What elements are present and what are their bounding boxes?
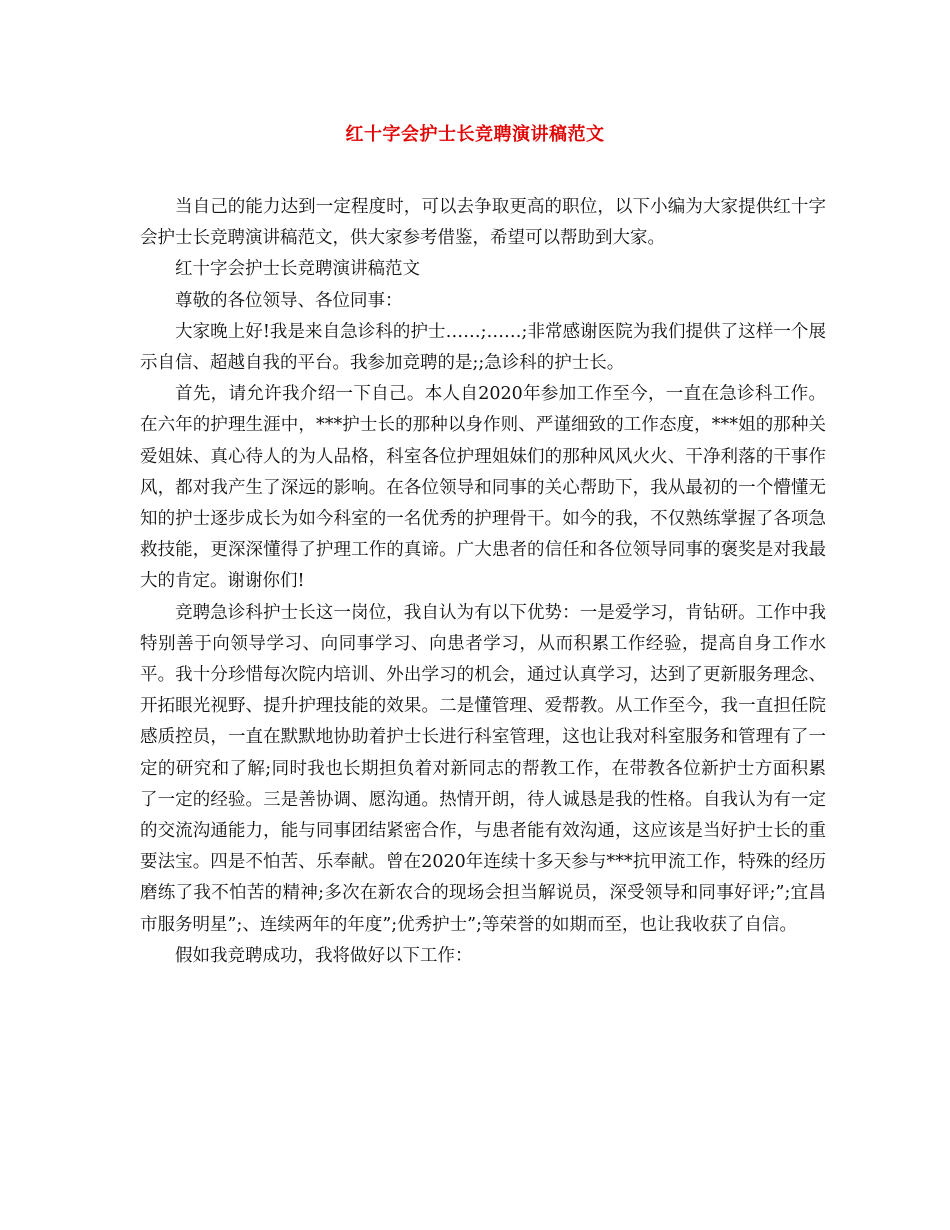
paragraph-self-introduction: 首先，请允许我介绍一下自己。本人自2020年参加工作至今，一直在急诊科工作。在六年的护理生涯中，***护士长的那种以身作则、严谨细致的工作态度，***姐的那种关爱姐妹、真心待人的为人品格，科室各位护理姐妹们的那种风风火火、干净利落的干事作风，都对我产生了深远的影响。在各位领导和同事的关心帮助下，我从最初的一个懵懂无知的护士逐步成长为如今科室的一名优秀的护理骨干。如今的我，不仅熟练掌握了各项急救技能，更深深懂得了护理工作的真谛。广大患者的信任和各位领导同事的褒奖是对我最大的肯定。谢谢你们! <box>140 384 826 592</box>
paragraph-greeting: 大家晚上好!我是来自急诊科的护士……;……;非常感谢医院为我们提供了这样一个展示自信、超越自我的平台。我参加竞聘的是;;急诊科的护士长。 <box>140 321 826 374</box>
document-body <box>140 192 826 972</box>
document-title: 红十字会护士长竞聘演讲稿范文 <box>345 124 605 145</box>
paragraph-advantages: 竞聘急诊科护士长这一岗位，我自认为有以下优势：一是爱学习，肯钻研。工作中我特别善于向领导学习、向同事学习、向患者学习，从而积累工作经验，提高自身工作水平。我十分珍惜每次院内培训、外出学习的机会，通过认真学习，达到了更新服务理念、开拓眼光视野、提升护理技能的效果。二是懂管理、爱帮教。从工作至今，我一直担任院感质控员，一直在默默地协助着护士长进行科室管理，这也让我对科室服务和管理有了一定的研究和了解;同时我也长期担负着对新同志的帮教工作，在带教各位新护士方面积累了一定的经验。三是善协调、愿沟通。热情开朗，待人诚恳是我的性格。自我认为有一定的交流沟通能力，能与同事团结紧密合作，与患者能有效沟通，这应该是当好护士长的重要法宝。四是不怕苦、乐奉献。曾在2020年连续十多天参与***抗甲流工作，特殊的经历磨练了我不怕苦的精神;多次在新农合的现场会担当解说员，深受领导和同事好评;”;宜昌市服务明星”;、连续两年的年度”;优秀护士”;等荣誉的如期而至，也让我收获了自信。 <box>140 602 826 935</box>
paragraph-subtitle: 红十字会护士长竞聘演讲稿范文 <box>175 259 420 280</box>
paragraph-plan-intro: 假如我竞聘成功，我将做好以下工作： <box>175 945 473 966</box>
paragraph-salutation: 尊敬的各位领导、各位同事： <box>175 290 403 311</box>
paragraph-intro: 当自己的能力达到一定程度时，可以去争取更高的职位，以下小编为大家提供红十字会护士长竞聘演讲稿范文，供大家参考借鉴，希望可以帮助到大家。 <box>140 197 826 249</box>
